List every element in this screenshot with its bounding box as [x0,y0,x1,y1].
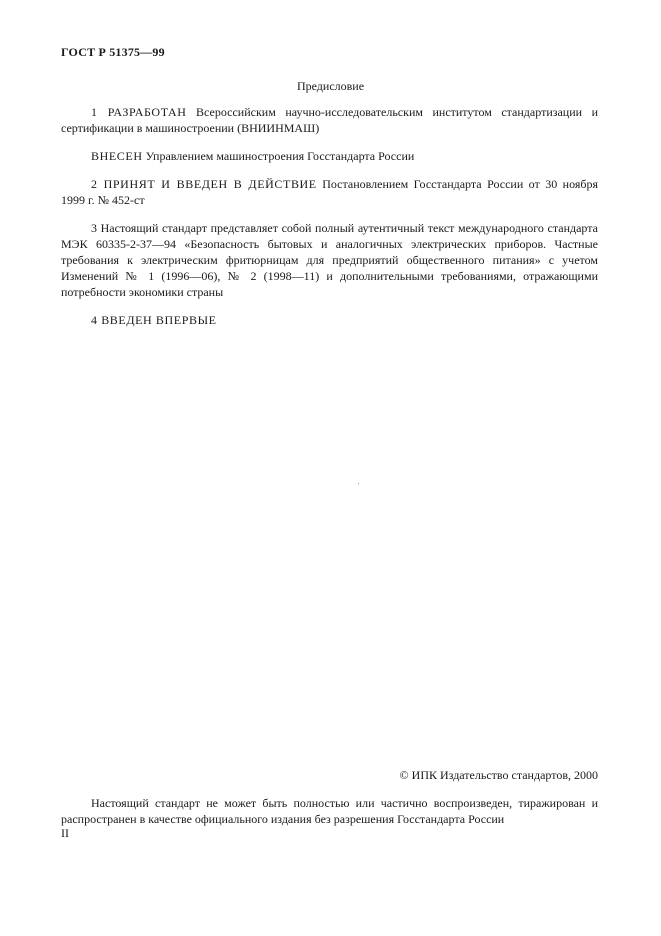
reproduction-notice: Настоящий стандарт не может быть полностью или частично воспроизведен, тиражирован и распространен в качестве официального издания без разрешения Госстандарта России [61,796,598,826]
paragraph-standard-text [61,220,598,300]
paragraph-first-introduced [61,312,598,328]
paragraph-text: Постановлением Госстандарта России от 30 ноября 1999 г. № 452-ст [61,177,598,207]
document-header: ГОСТ Р 51375—99 [61,45,165,59]
paragraph-developed [61,104,598,136]
paragraph-lead: ВНЕСЕН [91,149,143,163]
page-number: II [61,826,69,840]
paragraph-text: Всероссийским научно-исследовательским институтом стандартизации и сертификации в машиностроении (ВНИИНМАШ) [61,105,598,135]
paragraph-adopted [61,176,598,208]
paragraph-text: Настоящий стандарт представляет собой полный аутентичный текст международного стандарта МЭК 60335-2-37—94 «Безопасность бытовых и аналогичных электрических приборов. Частные требования к электрическим фритюрницам для предприятий общественного питания» с учетом Изменений № 1 (1996—06), № 2 (1998—11) и дополнительными требованиями, отражающими потребности экономики страны [61,221,598,299]
copyright-line: © ИПК Издательство стандартов, 2000 [399,768,598,782]
paragraph-lead: 4 ВВЕДЕН ВПЕРВЫЕ [91,313,217,327]
paragraph-text: Управлением машиностроения Госстандарта России [142,149,415,163]
paragraph-lead: 3 [91,221,97,235]
preface-content [61,104,598,340]
paragraph-lead: 1 РАЗРАБОТАН [91,105,187,119]
paragraph-introduced [61,148,598,164]
preface-title: Предисловие [296,79,365,93]
paragraph-lead: 2 ПРИНЯТ И ВВЕДЕН В ДЕЙСТВИЕ [91,177,317,191]
scan-speck [358,483,359,484]
